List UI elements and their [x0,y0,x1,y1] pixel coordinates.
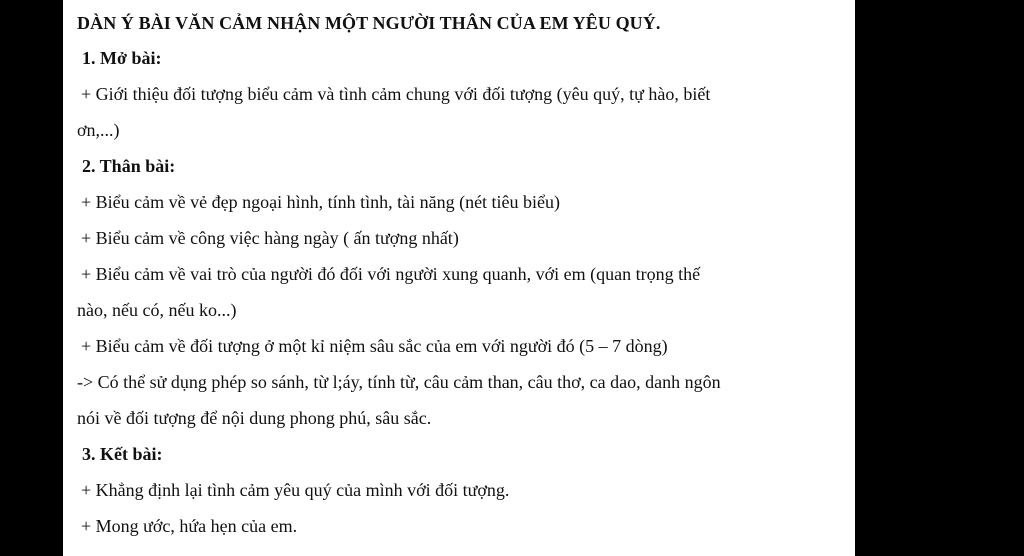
section-line: nào, nếu có, nếu ko...) [77,300,237,320]
section-line: + Biểu cảm về vẻ đẹp ngoại hình, tính tình, tài năng (nét tiêu biểu) [81,192,561,212]
section-heading-mo-bai: 1. Mở bài: [82,48,162,68]
document-page [63,0,855,556]
document-title: DÀN Ý BÀI VĂN CẢM NHẬN MỘT NGƯỜI THÂN CỦA EM YÊU QUÝ. [77,13,661,33]
section-heading-than-bai: 2. Thân bài: [82,156,176,176]
section-line: + Mong ước, hứa hẹn của em. [81,516,298,536]
section-line: + Giới thiệu đối tượng biểu cảm và tình cảm chung với đối tượng (yêu quý, tự hào, biết [81,84,711,104]
section-line: + Biểu cảm về công việc hàng ngày ( ấn tượng nhất) [81,228,459,248]
section-line: + Khẳng định lại tình cảm yêu quý của mình với đối tượng. [81,480,510,500]
section-line: + Biểu cảm về vai trò của người đó đối với người xung quanh, với em (quan trọng thế [81,264,701,284]
section-heading-ket-bai: 3. Kết bài: [82,444,163,464]
section-line: ơn,...) [77,120,120,140]
section-line: -> Có thể sử dụng phép so sánh, từ l;áy, tính từ, câu cảm than, câu thơ, ca dao, danh ngôn [77,372,721,392]
section-line: + Biểu cảm về đối tượng ở một kỉ niệm sâu sắc của em với người đó (5 – 7 dòng) [81,336,668,356]
section-line: nói về đối tượng để nội dung phong phú, sâu sắc. [77,408,432,428]
document-body [77,6,847,544]
